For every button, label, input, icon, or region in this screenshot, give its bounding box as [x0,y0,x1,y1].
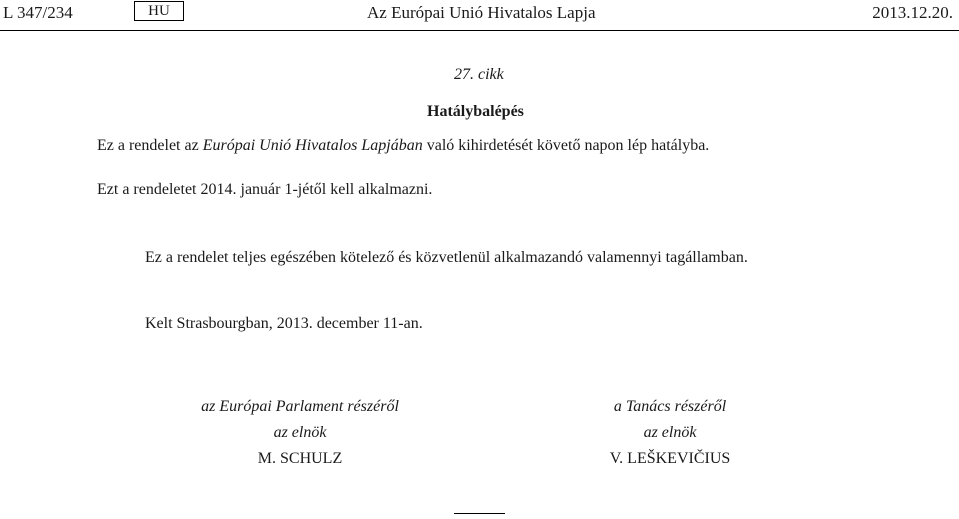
article-title: Hatálybalépés [427,103,524,120]
paragraph-1-text-start: Ez a rendelet az [97,137,203,154]
article-paragraph-1 [97,136,709,156]
signature-block-parliament [170,394,430,472]
signature-name: M. SCHULZ [257,450,343,467]
footer-divider [454,513,505,514]
signature-block-council [540,394,800,472]
binding-statement: Ez a rendelet teljes egészében kötelező és közvetlenül alkalmazandó valamennyi tagállamban. [145,249,748,266]
journal-title: Az Európai Unió Hivatalos Lapja [367,3,596,22]
paragraph-1-text-end: való kihirdetését követő napon lép hatályba. [422,137,710,154]
signature-institution: az Európai Parlament részéről [201,398,399,415]
language-code-box: HU [134,1,184,21]
signature-role: az elnök [273,424,327,441]
signature-role: az elnök [643,424,697,441]
publication-date: 2013.12.20. [872,3,953,22]
page-reference: L 347/234 [3,3,73,22]
signature-name: V. LEŠKEVIČIUS [609,450,731,467]
article-paragraph-2: Ezt a rendeletet 2014. január 1-jétől kell alkalmazni. [97,181,433,198]
journal-name-italic: Európai Unió Hivatalos Lapjában [202,137,423,154]
signature-institution: a Tanács részéről [613,398,727,415]
done-at-statement: Kelt Strasbourgban, 2013. december 11-an. [145,315,423,332]
article-number: 27. cikk [454,66,504,83]
header-divider [0,30,959,31]
